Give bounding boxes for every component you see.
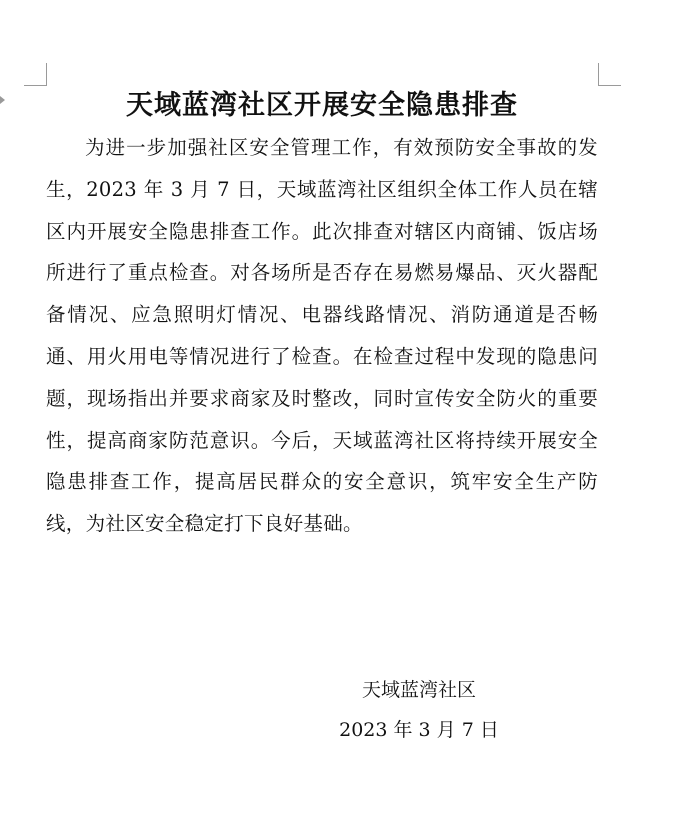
signature-organization: 天域蓝湾社区	[361, 679, 476, 701]
left-edge-marker-icon	[0, 96, 5, 104]
page-corner-mark-top-right	[598, 63, 621, 86]
signature-block	[330, 670, 508, 750]
signature-date: 2023 年 3 月 7 日	[339, 719, 499, 741]
page-corner-mark-top-left	[24, 63, 47, 86]
document-title: 天域蓝湾社区开展安全隐患排查	[126, 90, 518, 121]
document-body-paragraph: 为进一步加强社区安全管理工作，有效预防安全事故的发生，2023 年 3 月 7 日，天域蓝湾社区组织全体工作人员在辖区内开展安全隐患排查工作。此次排查对辖区内商铺、饭店场所进行了重点检查。对各场所是否存在易燃易爆品、灭火器配备情况、应急照明灯情况、电器线路情况、消防通道是否畅通、用火用电等情况进行了检查。在检查过程中发现的隐患问题，现场指出并要求商家及时整改，同时宣传安全防火的重要性，提高商家防范意识。今后，天域蓝湾社区将持续开展安全隐患排查工作，提高居民群众的安全意识，筑牢安全生产防线，为社区安全稳定打下良好基础。	[46, 136, 598, 536]
